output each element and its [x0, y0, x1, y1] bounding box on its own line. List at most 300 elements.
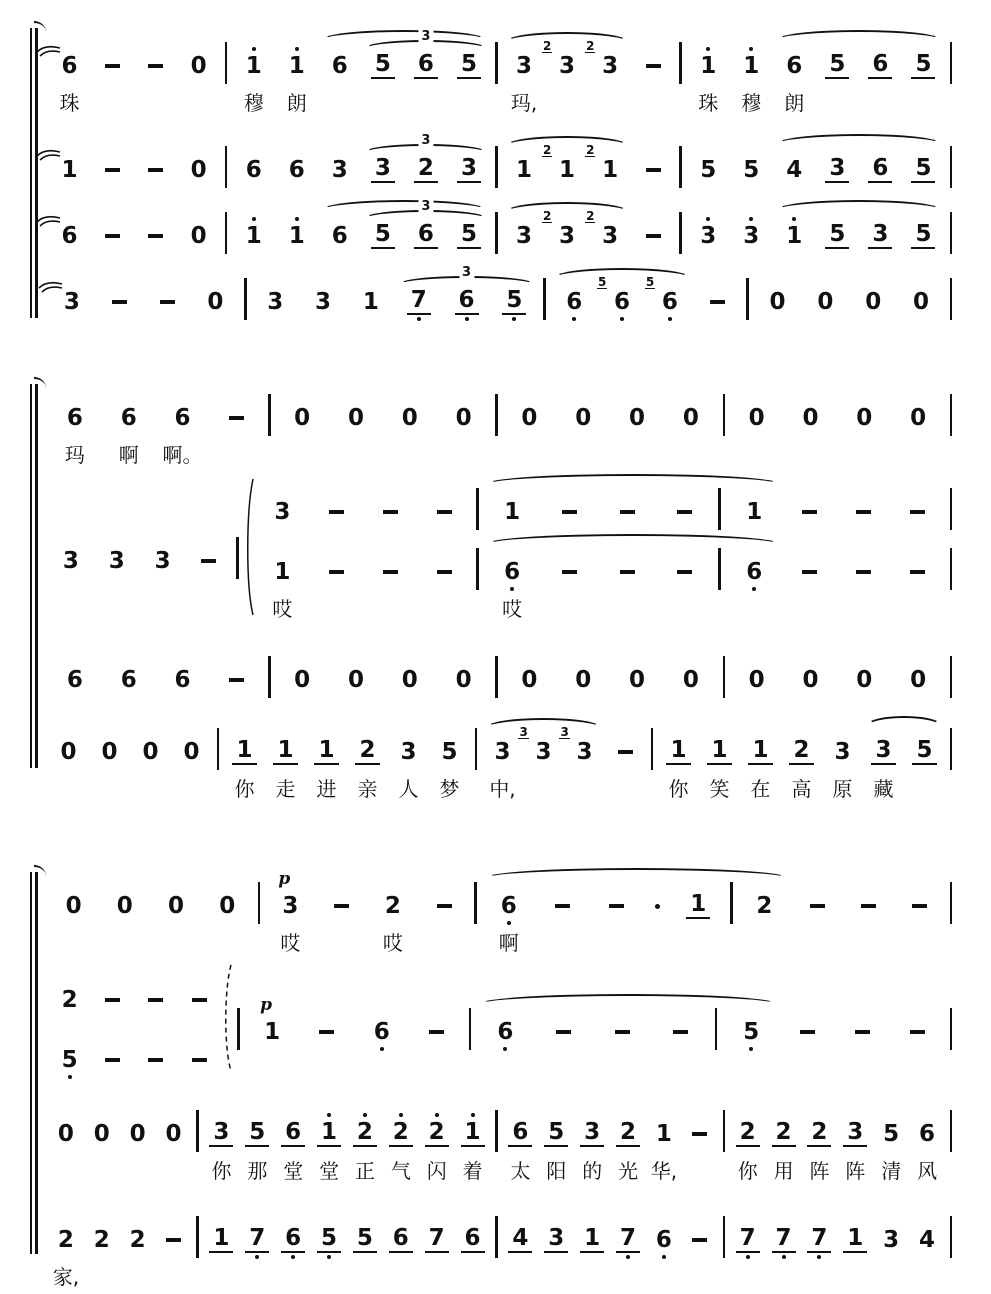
lyric-syllable — [697, 1156, 703, 1188]
note — [687, 150, 730, 190]
barline — [490, 146, 502, 190]
lyric-syllable: 穆 — [243, 91, 264, 115]
note — [610, 1218, 646, 1294]
barline — [491, 1216, 503, 1294]
dash-mark — [229, 678, 244, 682]
lyric-syllable — [564, 88, 570, 120]
octave-dot-below — [662, 1255, 666, 1259]
grace-note: 2 — [543, 209, 552, 223]
lyric-syllable: 笑 — [709, 777, 730, 801]
barline — [471, 488, 483, 532]
note — [646, 1220, 682, 1294]
note-glyph — [911, 221, 935, 249]
note-digit: 1 — [743, 53, 760, 79]
note-glyph — [745, 405, 769, 431]
system-brace — [30, 28, 38, 318]
note-glyph — [245, 1225, 269, 1253]
note — [909, 1114, 945, 1188]
lyric-syllable — [233, 440, 239, 472]
rest — [556, 398, 610, 472]
note-glyph — [381, 893, 405, 919]
barline — [945, 882, 957, 960]
note-glyph — [101, 987, 124, 1013]
note-digit: 0 — [401, 667, 418, 693]
note-digit: 6 — [66, 405, 83, 431]
barline — [192, 1216, 204, 1294]
note — [311, 1218, 347, 1294]
note-digit: 0 — [57, 1121, 74, 1147]
dash-mark — [677, 570, 692, 574]
lyric-syllable — [540, 774, 546, 806]
note-digit: 1 — [362, 289, 379, 315]
barline — [491, 1110, 503, 1188]
note-glyph — [806, 893, 829, 919]
note — [802, 1112, 838, 1188]
note-digit: 6 — [331, 53, 348, 79]
rest — [48, 1114, 84, 1188]
barline — [718, 1216, 730, 1294]
note-glyph — [371, 51, 395, 79]
lyric-syllable — [135, 1262, 141, 1294]
lyric-syllable — [553, 1262, 559, 1294]
dash-mark — [201, 559, 216, 563]
slur-group — [482, 725, 605, 806]
slur-group — [773, 214, 945, 256]
note — [873, 1220, 909, 1294]
note-glyph — [242, 53, 266, 79]
note-glyph — [62, 893, 86, 919]
note-digit: 1 — [655, 1121, 672, 1147]
lyric-syllable: 玛 — [64, 443, 85, 467]
slur-group — [482, 882, 792, 960]
note — [538, 1112, 574, 1188]
note-digit: 0 — [294, 405, 311, 431]
grace-note: 2 — [543, 39, 552, 53]
barline — [718, 656, 730, 700]
note — [816, 214, 859, 256]
octave-dot-above — [749, 217, 753, 221]
lyric-syllable — [761, 928, 767, 960]
note — [251, 282, 299, 322]
note-digit: 0 — [856, 405, 873, 431]
note — [574, 1218, 610, 1294]
note-digit: 2 — [129, 1227, 146, 1253]
note-glyph — [742, 499, 766, 525]
octave-dot-above — [363, 1113, 367, 1117]
rest — [503, 660, 557, 700]
voice-line — [48, 708, 957, 806]
lyric-syllable — [398, 1262, 404, 1294]
note — [740, 730, 781, 806]
note-digit: 2 — [93, 1227, 110, 1253]
note — [361, 214, 404, 256]
note-glyph — [551, 893, 574, 919]
note-digit: 6 — [288, 157, 305, 183]
note-glyph — [673, 559, 696, 585]
note-glyph — [117, 405, 141, 431]
note-glyph — [355, 737, 379, 765]
dash — [309, 552, 363, 626]
note — [48, 398, 102, 472]
divisi-lower-line — [255, 532, 957, 626]
note — [94, 541, 140, 581]
octave-dot-above — [471, 1113, 475, 1117]
grace-note: 2 — [586, 39, 595, 53]
slur-arc — [479, 994, 777, 1014]
note-digit: 2 — [359, 737, 376, 763]
note — [687, 216, 730, 256]
lyric-syllable — [560, 928, 566, 960]
note-glyph — [543, 143, 579, 183]
note — [232, 150, 275, 190]
rest — [664, 398, 718, 472]
note — [730, 150, 773, 190]
barline — [538, 278, 550, 322]
lyric-syllable — [338, 928, 344, 960]
note-digit: 6 — [497, 1019, 514, 1045]
slur-group — [476, 1008, 780, 1052]
octave-dot-above — [327, 1113, 331, 1117]
dash — [891, 552, 945, 626]
note-glyph — [90, 1227, 114, 1253]
dash-mark — [429, 1030, 444, 1034]
note-glyph — [497, 893, 521, 919]
note-glyph — [144, 987, 167, 1013]
lyric-syllable: 着 — [462, 1159, 483, 1183]
dash — [96, 282, 144, 322]
divisi-stack — [255, 472, 957, 626]
note-glyph — [58, 53, 82, 79]
slide-ornament-icon — [38, 279, 64, 294]
lyric-syllable — [441, 594, 447, 626]
note — [658, 730, 699, 806]
note-glyph — [209, 1119, 233, 1147]
note-digit: 5 — [356, 1225, 373, 1251]
lyric-syllable — [326, 1262, 332, 1294]
note — [773, 216, 816, 256]
note-digit: 2 — [57, 1227, 74, 1253]
note-glyph — [97, 739, 121, 765]
lyric-syllable: 家, — [52, 1265, 80, 1289]
note-glyph — [101, 223, 124, 249]
dash-mark — [856, 570, 871, 574]
dash-mark — [437, 570, 452, 574]
lyric-syllable — [634, 440, 640, 472]
note-glyph — [398, 405, 422, 431]
rest — [891, 660, 945, 700]
note-glyph — [56, 739, 80, 765]
note-digit: 0 — [910, 405, 927, 431]
dash-mark — [910, 570, 925, 574]
note-glyph — [512, 53, 536, 79]
note-digit: 5 — [441, 739, 458, 765]
note-glyph — [739, 53, 763, 79]
lyric-syllable — [152, 88, 158, 120]
dash — [791, 886, 842, 960]
note-glyph — [772, 1225, 796, 1253]
note — [543, 39, 589, 120]
note — [816, 44, 859, 120]
note-glyph — [457, 221, 481, 249]
divisi-merged-line — [233, 988, 957, 1052]
note — [347, 730, 388, 806]
note-digit: 1 — [670, 737, 687, 763]
note-glyph — [517, 667, 541, 693]
lyric-syllable: 哎 — [272, 597, 293, 621]
note-glyph — [782, 53, 806, 79]
dash-mark — [383, 510, 398, 514]
dash — [134, 1040, 177, 1080]
octave-dot-below — [749, 1047, 753, 1051]
note-digit: 7 — [811, 1225, 828, 1251]
lyric-syllable — [147, 774, 153, 806]
note-digit: 0 — [101, 739, 118, 765]
lyric-syllable — [195, 88, 201, 120]
slur-group — [502, 143, 631, 190]
note-digit: 3 — [559, 223, 576, 249]
note-digit: 1 — [752, 737, 769, 763]
voice-line — [48, 22, 957, 120]
lyric-syllable — [865, 928, 871, 960]
note — [443, 280, 491, 322]
note-glyph — [452, 405, 476, 431]
note-glyph — [371, 155, 395, 183]
dash-mark — [646, 168, 661, 172]
note-glyph — [911, 51, 935, 79]
note-digit: 5 — [915, 221, 932, 247]
note — [730, 216, 773, 256]
note-glyph — [452, 667, 476, 693]
triplet-group — [361, 199, 490, 256]
note-digit: 0 — [913, 289, 930, 315]
dash-mark — [810, 904, 825, 908]
dash-mark — [192, 1058, 207, 1062]
slide-ornament — [36, 208, 62, 223]
note-glyph — [59, 548, 83, 574]
note — [671, 884, 725, 960]
note-digit: 1 — [559, 157, 576, 183]
note — [245, 995, 300, 1052]
dash — [209, 660, 263, 700]
barline — [945, 1216, 957, 1294]
barline — [713, 488, 725, 532]
note-glyph — [789, 737, 813, 765]
note-glyph — [285, 223, 309, 249]
rest — [437, 398, 491, 472]
note — [560, 725, 605, 806]
note-glyph — [101, 53, 124, 79]
lyric-syllable: 用 — [773, 1159, 794, 1183]
note-glyph — [739, 223, 763, 249]
lyric-syllable: 哎 — [502, 597, 523, 621]
note-glyph — [562, 289, 586, 315]
note-glyph — [187, 53, 211, 79]
note-glyph — [580, 1119, 604, 1147]
divisi-brace — [243, 477, 255, 621]
dash-mark — [646, 64, 661, 68]
note-glyph — [457, 51, 481, 79]
note-glyph — [433, 559, 456, 585]
note-digit: 6 — [655, 1227, 672, 1253]
note-digit: 5 — [743, 157, 760, 183]
barline — [220, 146, 232, 190]
barline — [945, 278, 957, 322]
note-glyph — [414, 51, 438, 79]
dash-mark — [620, 510, 635, 514]
barline — [263, 656, 275, 700]
lyric-syllable — [921, 774, 927, 806]
note-glyph — [645, 275, 682, 315]
note-glyph — [909, 289, 933, 315]
rest — [503, 398, 557, 472]
rest — [48, 886, 99, 960]
lyric-syllable — [170, 1156, 176, 1188]
note-glyph — [359, 289, 383, 315]
slur-group — [483, 548, 783, 626]
note-glyph — [179, 739, 203, 765]
lyric-syllable — [387, 594, 393, 626]
note-digit: 2 — [356, 1119, 373, 1145]
octave-dot-above — [706, 47, 710, 51]
note — [361, 148, 404, 190]
note-digit: 0 — [190, 157, 207, 183]
lyric-syllable — [753, 440, 759, 472]
note-glyph — [225, 667, 248, 693]
barline — [675, 42, 687, 120]
note — [802, 1218, 838, 1294]
rest — [48, 732, 89, 806]
note-glyph — [314, 737, 338, 765]
barline — [470, 882, 482, 960]
note-glyph — [455, 287, 479, 315]
note-digit: 1 — [318, 737, 335, 763]
dash — [91, 216, 134, 256]
note — [48, 660, 102, 700]
dash-mark — [148, 234, 163, 238]
note — [265, 730, 306, 806]
note — [318, 46, 361, 120]
note-digit: 7 — [249, 1225, 266, 1251]
note-digit: 3 — [374, 155, 391, 181]
lyric-syllable — [423, 88, 429, 120]
dash-mark — [618, 750, 633, 754]
note-glyph — [108, 289, 131, 315]
note-glyph — [54, 1121, 78, 1147]
barline — [239, 278, 251, 322]
note-glyph — [616, 1119, 640, 1147]
note-digit: 0 — [65, 893, 82, 919]
dash-mark — [912, 904, 927, 908]
note-glyph — [696, 157, 720, 183]
dash-mark — [609, 904, 624, 908]
note-glyph — [552, 1019, 575, 1045]
dash — [535, 1012, 593, 1052]
note-glyph — [407, 287, 431, 315]
octave-dot-below — [817, 1255, 821, 1259]
note-digit: 7 — [620, 1225, 637, 1251]
note-digit: 6 — [786, 53, 803, 79]
note — [773, 46, 816, 120]
note — [645, 275, 694, 322]
dash — [409, 1012, 464, 1052]
rest — [150, 886, 201, 960]
grace-note: 5 — [598, 275, 607, 289]
note-glyph — [512, 223, 536, 249]
augmentation-dot — [644, 886, 671, 960]
dash-mark — [319, 1030, 334, 1034]
note-digit: 6 — [120, 405, 137, 431]
note-digit: 3 — [743, 223, 760, 249]
note — [538, 1218, 574, 1294]
note-glyph — [625, 405, 649, 431]
note-digit: 5 — [743, 1019, 760, 1045]
note — [404, 214, 447, 256]
note-digit: 5 — [883, 1121, 900, 1147]
note — [383, 1112, 419, 1188]
lyric-syllable — [745, 1262, 751, 1294]
barline — [945, 394, 957, 472]
note-glyph — [586, 39, 622, 79]
note-glyph — [101, 157, 124, 183]
note-digit: 3 — [883, 1227, 900, 1253]
dash — [363, 492, 417, 532]
note — [239, 1218, 275, 1294]
note — [120, 1220, 156, 1294]
dash-mark — [148, 168, 163, 172]
dash-mark — [437, 904, 452, 908]
note-digit: 6 — [285, 1225, 302, 1251]
note-digit: 3 — [63, 289, 80, 315]
note-digit: 1 — [711, 737, 728, 763]
lyric-syllable — [526, 440, 532, 472]
dash-mark — [615, 1030, 630, 1034]
note-glyph — [389, 1119, 413, 1147]
note-digit: 3 — [829, 155, 846, 181]
note-glyph — [461, 1119, 485, 1147]
dash — [783, 552, 837, 626]
note-glyph — [187, 223, 211, 249]
note-glyph — [328, 157, 352, 183]
system-3 — [48, 862, 957, 1294]
note-glyph — [508, 1119, 532, 1147]
barline — [742, 278, 754, 322]
note — [722, 1012, 780, 1052]
note-digit: 0 — [455, 667, 472, 693]
note — [490, 280, 538, 322]
note-glyph — [144, 223, 167, 249]
note-glyph — [798, 499, 821, 525]
note — [550, 282, 598, 322]
dash — [541, 552, 599, 626]
note — [447, 44, 490, 120]
dash-mark — [562, 570, 577, 574]
note-glyph — [642, 223, 665, 249]
note-digit: 7 — [775, 1225, 792, 1251]
note — [48, 1220, 84, 1294]
note-glyph — [260, 995, 284, 1045]
lyric-syllable — [915, 594, 921, 626]
divisi-lower-line — [48, 1020, 221, 1080]
note — [502, 150, 545, 190]
note — [347, 1112, 383, 1188]
lyric-syllable: 清 — [881, 1159, 902, 1183]
note — [904, 730, 945, 806]
note-glyph — [232, 737, 256, 765]
note — [102, 660, 156, 700]
note-digit: 1 — [236, 737, 253, 763]
lyric-syllable — [99, 1156, 105, 1188]
note — [447, 148, 490, 190]
